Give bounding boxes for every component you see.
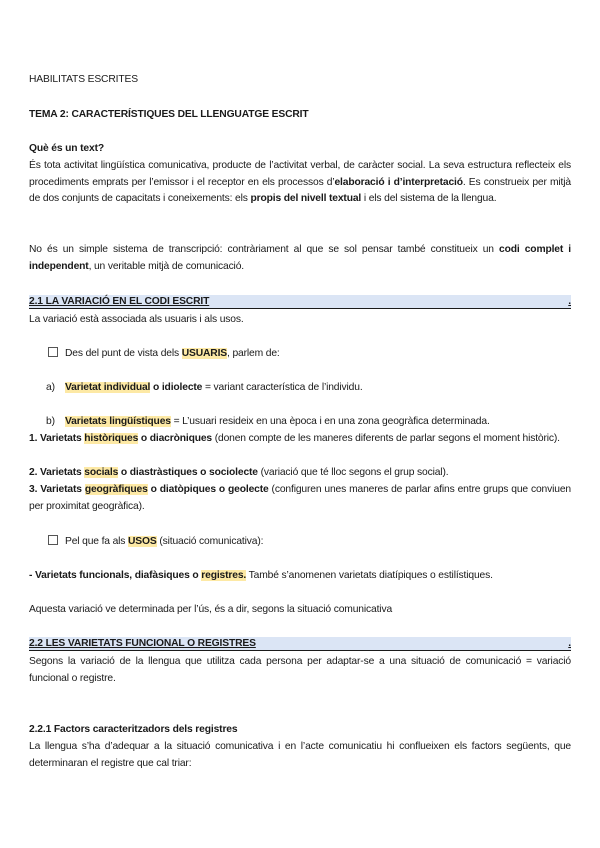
- list-item: a) Varietat individual o idiolecte = variant característica de l’individu.: [46, 382, 363, 393]
- document-page: [29, 0, 571, 769]
- checkbox-icon: [48, 347, 58, 357]
- variation-intro: La variació està associada als usuaris i als usos.: [29, 314, 244, 325]
- factors-paragraph: La llengua s’ha d’adequar a la situació comunicativa i en l’acte comunicatiu hi conflueixen els factors següents, que determinaran el registre que cal triar:: [29, 741, 571, 769]
- section-2-2-heading: 2.2 LES VARIETATS FUNCIONAL O REGISTRES .: [29, 638, 571, 649]
- intro-heading: Què és un text?: [29, 143, 104, 154]
- varietats-geografiques: 3. Varietats geogràfiques o diatòpiques o geolecte (configuren unes maneres de parlar afins entre grups que conviuen per proximitat geogràfica).: [29, 484, 571, 512]
- section-2-1-heading: 2.1 LA VARIACIÓ EN EL CODI ESCRIT .: [29, 296, 571, 307]
- intro-paragraph-2: No és un simple sistema de transcripció: contràriament al que se sol pensar també constitueix un codi complet i independent, un veritable mitjà de comunicació.: [29, 244, 571, 272]
- varietats-socials: 2. Varietats socials o diastràstiques o sociolecte (variació que té lloc segons el grup social).: [29, 467, 449, 478]
- varietats-historiques: 1. Varietats històriques o diacròniques (donen compte de les maneres diferents de parlar segons el moment històric).: [29, 433, 560, 444]
- list-item: b) Varietats lingüístiques = L’usuari resideix en una època i en una zona geogràfica determinada.: [46, 415, 490, 427]
- variation-usage-note: Aquesta variació ve determinada per l’ús, és a dir, segons la situació comunicativa: [29, 604, 393, 615]
- subsection-2-2-1-heading: 2.2.1 Factors caracteritzadors dels registres: [29, 724, 238, 735]
- doc-title: HABILITATS ESCRITES: [29, 74, 138, 85]
- intro-paragraph-1: És tota activitat lingüística comunicativa, producte de l’activitat verbal, de caràcter social. La seva estructura reflecteix els procediments emprats per l’emissor i el receptor en els processos d’elaboració i d’interpretació. Es construeix per mitjà de dos conjunts de capacitats i coneixements: els propis del nivell textual i els del sistema de la llengua.: [29, 160, 571, 204]
- usuaris-item: Des del punt de vista dels USUARIS, parlem de:: [29, 346, 590, 363]
- registre-definition: Segons la variació de la llengua que utilitza cada persona per adaptar-se a una situació de comunicació = variació funcional o registre.: [29, 656, 571, 684]
- checkbox-icon: [48, 535, 58, 545]
- varietats-funcionals: - Varietats funcionals, diafàsiques o registres. També s’anomenen varietats diatípiques o estilístiques.: [29, 570, 493, 581]
- tema-title: TEMA 2: CARACTERÍSTIQUES DEL LLENGUATGE ESCRIT: [29, 109, 309, 120]
- usos-item: Pel que fa als USOS (situació comunicativa):: [29, 534, 590, 551]
